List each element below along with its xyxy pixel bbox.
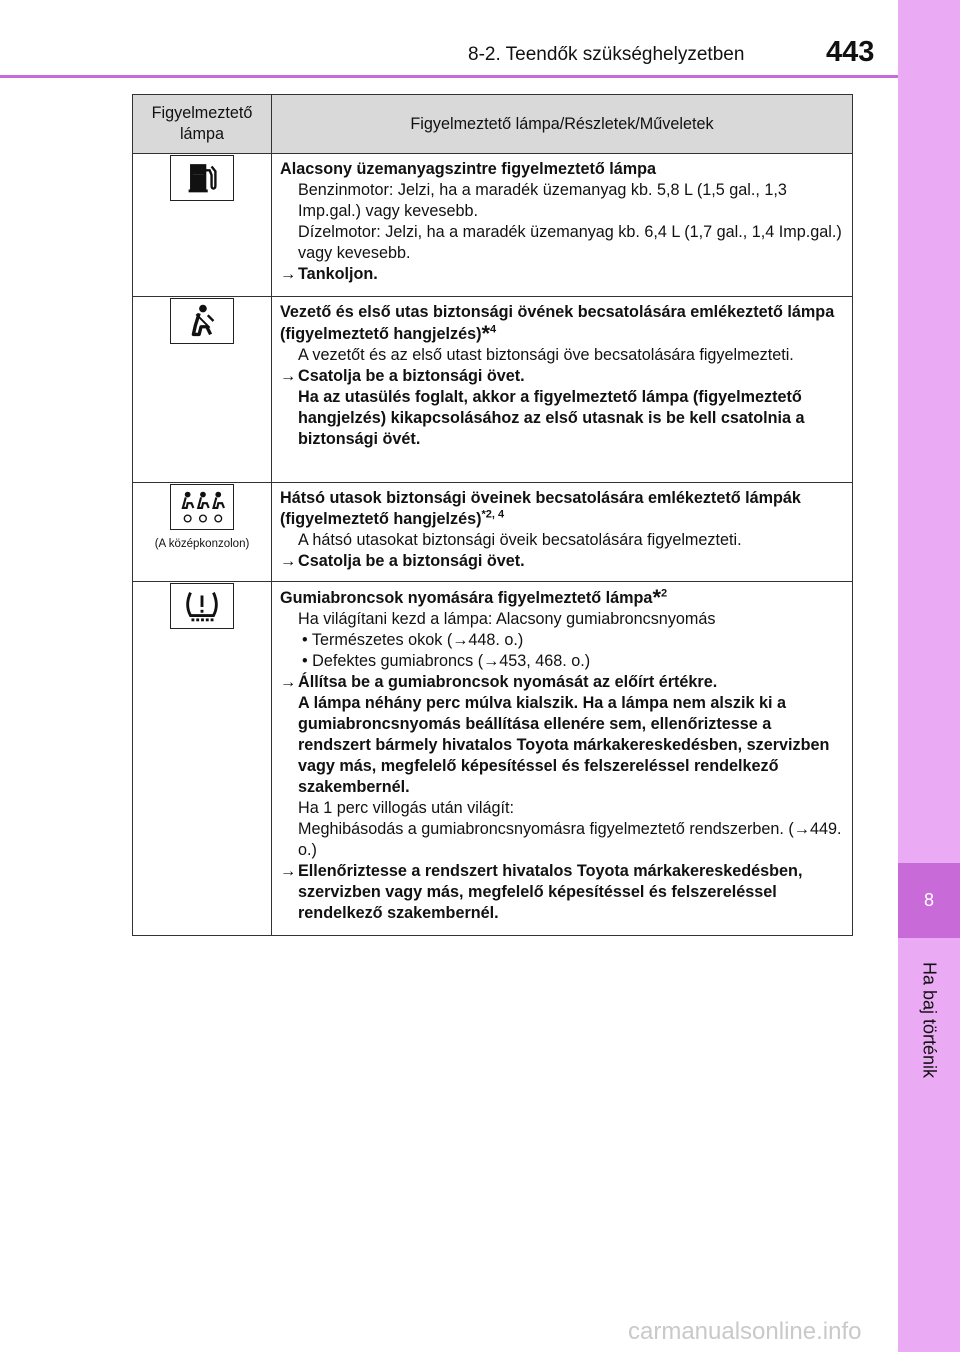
list-item: • Defektes gumiabroncs (→453, 468. o.) (302, 652, 591, 670)
action-note: A lámpa néhány perc múlva kialszik. Ha a lámpa nem alszik ki a gumiabroncsnyomás beállítása ellenére sem, ellenőriztesse a rendszert bármely hivatalos Toyota márkakereskedésben, szervizben vagy más, megfelelő képesítéssel és felszereléssel rendelkező szakembernél. (298, 694, 830, 796)
details-cell (272, 483, 853, 582)
fuel-pump-icon (170, 155, 234, 201)
action-row (280, 366, 844, 387)
table-row (133, 483, 853, 582)
row-line: Meghibásodás a gumiabroncsnyomásra figyelmeztető rendszerben. (→449. o.) (298, 820, 842, 859)
chapter-number: 8 (898, 863, 960, 938)
action-row (280, 672, 844, 693)
details-cell (272, 154, 853, 297)
tire-pressure-icon (170, 583, 234, 629)
action-text: Csatolja be a biztonsági övet. (298, 367, 525, 385)
action-row (280, 861, 844, 924)
header-rule (0, 75, 898, 78)
row-title: Alacsony üzemanyagszintre figyelmeztető lámpa (280, 160, 657, 178)
details-cell (272, 297, 853, 483)
watermark: carmanualsonline.info (628, 1318, 862, 1345)
seatbelt-icon (170, 298, 234, 344)
table-row (133, 582, 853, 936)
row-line: A hátsó utasokat biztonsági öveik becsatolására figyelmezteti. (298, 531, 742, 549)
arrow-icon: → (280, 265, 297, 283)
row-line: Ha 1 perc villogás után világít: (298, 799, 514, 817)
icon-cell (133, 483, 272, 582)
icon-cell (133, 154, 272, 297)
row-title: Gumiabroncsok nyomására figyelmeztető lámpa*$^2$ (280, 585, 668, 610)
warning-lamp-table (132, 94, 853, 936)
row-line: A vezetőt és az első utast biztonsági öve becsatolására figyelmezteti. (298, 346, 794, 364)
row-line: Benzinmotor: Jelzi, ha a maradék üzemanyag kb. 5,8 L (1,5 gal., 1,3 Imp.gal.) vagy kevesebb. (298, 181, 787, 220)
column-header-details: Figyelmeztető lámpa/Részletek/Műveletek (272, 95, 853, 154)
arrow-icon: → (280, 552, 297, 570)
row-line: Dízelmotor: Jelzi, ha a maradék üzemanyag kb. 6,4 L (1,7 gal., 1,4 Imp.gal.) vagy kevesebb. (298, 223, 842, 262)
table-header-row (133, 95, 853, 154)
table-row (133, 297, 853, 483)
rear-seatbelt-icon (170, 484, 234, 530)
row-line: Ha világítani kezd a lámpa: Alacsony gumiabroncsnyomás (298, 610, 716, 628)
action-note: Ha az utasülés foglalt, akkor a figyelmeztető lámpa (figyelmeztető hangjelzés) kikapcsolásához az első utasnak is be kell csatolnia a biztonsági övét. (298, 388, 805, 448)
section-title: 8-2. Teendők szükséghelyzetben (468, 44, 745, 65)
details-cell (272, 582, 853, 936)
arrow-icon: → (280, 862, 297, 880)
icon-caption: (A középkonzolon) (154, 538, 250, 550)
action-text: Állítsa be a gumiabroncsok nyomását az előírt értékre. (298, 673, 718, 691)
icon-cell (133, 582, 272, 936)
table-row (133, 154, 853, 297)
row-title: Vezető és első utas biztonsági övének becsatolására emlékeztető lámpa (figyelmeztető hangjelzés)*$^4$ (280, 303, 835, 346)
icon-cell (133, 297, 272, 483)
action-text: Csatolja be a biztonsági övet. (298, 552, 525, 570)
arrow-icon: → (280, 673, 297, 691)
action-row (280, 264, 844, 285)
action-text: Tankoljon. (298, 265, 378, 283)
list-item: • Természetes okok (→448. o.) (302, 631, 524, 649)
page-number: 443 (826, 36, 875, 68)
row-title: Hátsó utasok biztonsági öveinek becsatolására emlékeztető lámpák (figyelmeztető hangjelzés)$^{*2, 4}$ (280, 489, 801, 528)
action-text: Ellenőriztesse a rendszert hivatalos Toyota márkakereskedésben, szervizben vagy más, megfelelő képesítéssel és felszereléssel rendelkező szakembernél. (298, 862, 803, 922)
chapter-side-tab (898, 0, 960, 1352)
chapter-label: Ha baj történik (919, 961, 940, 1079)
action-row (280, 551, 844, 572)
arrow-icon: → (280, 367, 297, 385)
column-header-lamp: Figyelmeztető lámpa (133, 95, 272, 154)
